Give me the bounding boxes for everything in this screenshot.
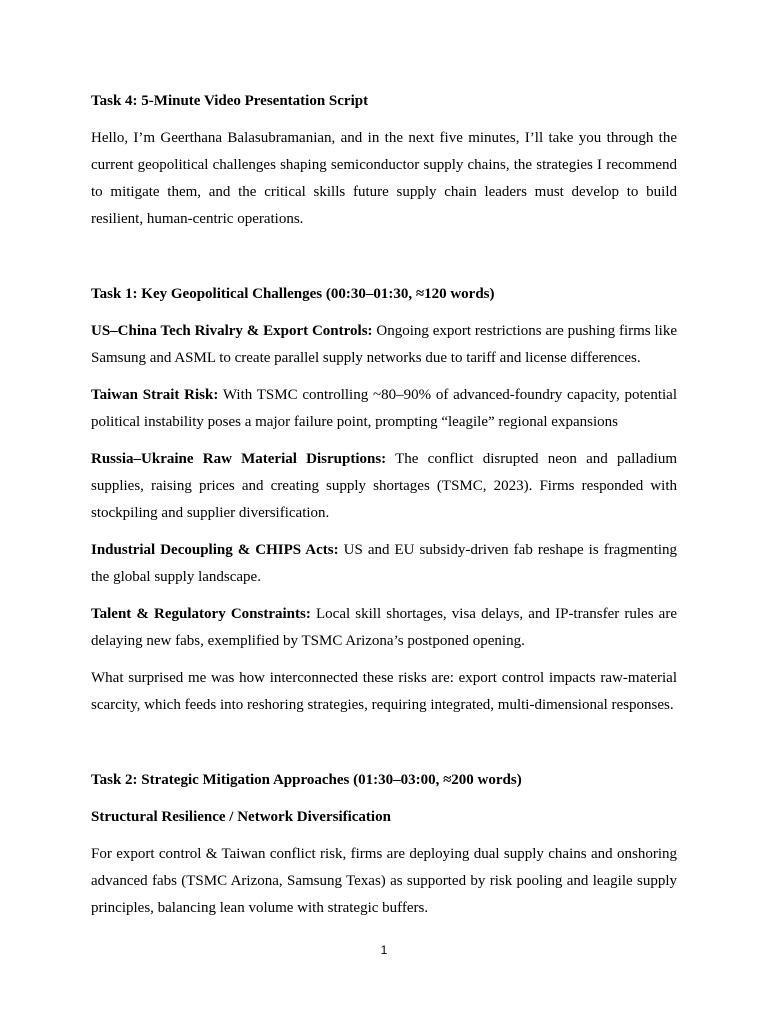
item-title: Taiwan Strait Risk:: [91, 387, 219, 403]
task1-item-export-controls: [91, 318, 677, 372]
task1-conclusion: What surprised me was how interconnected these risks are: export control impacts raw-material scarcity, which feeds into reshoring strategies, requiring integrated, multi-dimensional responses.: [91, 670, 677, 713]
task2-subheading: Structural Resilience / Network Diversification: [91, 809, 391, 825]
page-number: 1: [380, 943, 388, 957]
task1-item-raw-materials: [91, 446, 677, 527]
item-text: US and EU subsidy-driven fab reshape is fragmenting the global supply landscape.: [91, 542, 678, 585]
task1-item-taiwan-strait: [91, 382, 677, 436]
task2-heading: Task 2: Strategic Mitigation Approaches (01:30–03:00, ≈200 words): [91, 772, 522, 788]
task1-item-talent: [91, 601, 677, 655]
item-text: Ongoing export restrictions are pushing firms like Samsung and ASML to create parallel supply networks due to tariff and license differences.: [91, 323, 677, 366]
item-text: With TSMC controlling ~80–90% of advanced-foundry capacity, potential political instability poses a major failure point, prompting “leagile” regional expansions: [91, 387, 678, 430]
intro-paragraph: Hello, I’m Geerthana Balasubramanian, and in the next five minutes, I’ll take you through the current geopolitical challenges shaping semiconductor supply chains, the strategies I recommend to mitigate them, and the critical skills future supply chain leaders must develop to build resilient, human-centric operations.: [91, 130, 677, 227]
section-spacer: [91, 243, 677, 281]
item-title: Russia–Ukraine Raw Material Disruptions:: [91, 451, 387, 467]
item-title: Industrial Decoupling & CHIPS Acts:: [91, 542, 339, 558]
task2-paragraph: For export control & Taiwan conflict risk, firms are deploying dual supply chains and onshoring advanced fabs (TSMC Arizona, Samsung Texas) as supported by risk pooling and leagile supply principles, balancing lean volume with strategic buffers.: [91, 846, 677, 916]
item-title: US–China Tech Rivalry & Export Controls:: [91, 323, 373, 339]
item-title: Talent & Regulatory Constraints:: [91, 606, 311, 622]
section-spacer: [91, 729, 677, 767]
item-text: Local skill shortages, visa delays, and IP-transfer rules are delaying new fabs, exemplified by TSMC Arizona’s postponed opening.: [91, 606, 677, 649]
task1-heading: Task 1: Key Geopolitical Challenges (00:30–01:30, ≈120 words): [91, 286, 495, 302]
page-content: [91, 88, 677, 932]
item-text: The conflict disrupted neon and palladium supplies, raising prices and creating supply shortages (TSMC, 2023). Firms responded with stockpiling and supplier diversification.: [91, 451, 677, 521]
task1-item-chips-acts: [91, 537, 677, 591]
intro-heading: Task 4: 5-Minute Video Presentation Script: [91, 93, 369, 109]
